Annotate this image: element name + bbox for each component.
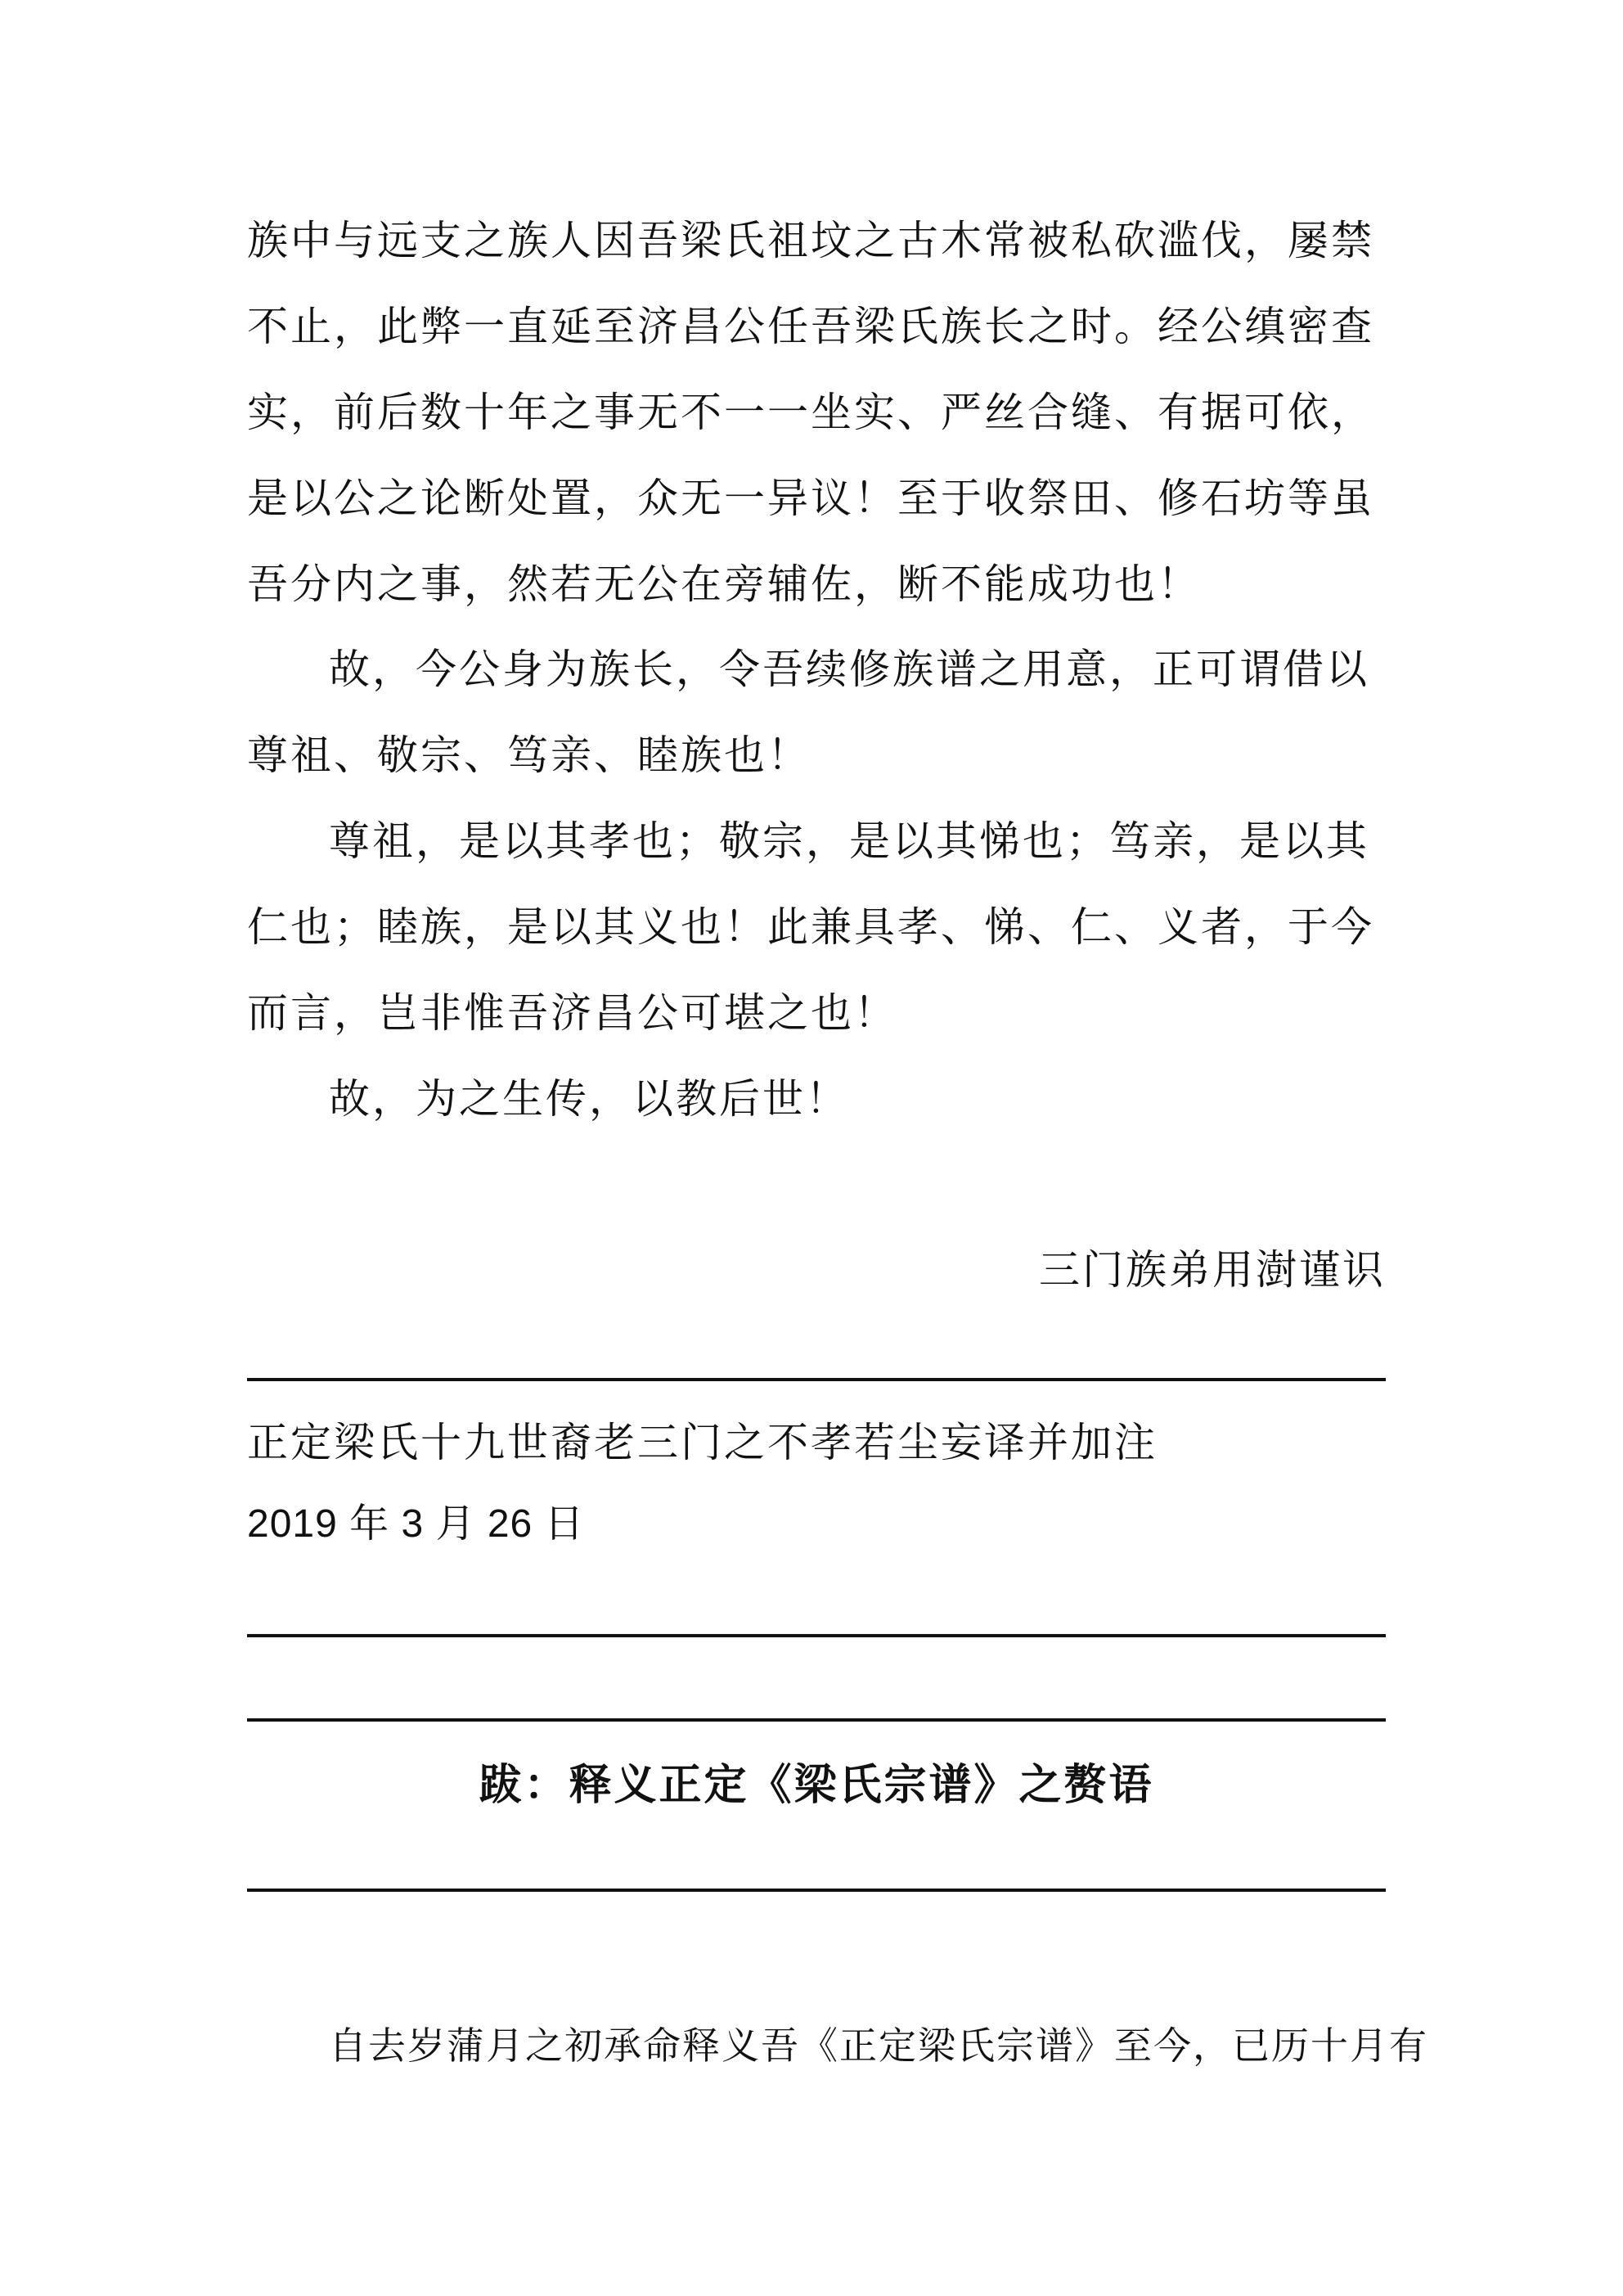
text-line: 自去岁蒲月之初承命释义吾《正定梁氏宗谱》至今，已历十月有 <box>329 2024 1428 2068</box>
text-line: 尊祖、敬宗、笃亲、睦族也！ <box>247 732 811 779</box>
divider-line <box>247 1889 1386 1892</box>
signature-block <box>247 1245 1386 1294</box>
text-line: 吾分内之事，然若无公在旁辅佐，断不能成功也！ <box>247 560 1201 608</box>
divider-line <box>247 1718 1386 1722</box>
text-line: 不止，此弊一直延至济昌公任吾梁氏族长之时。经公缜密查 <box>247 303 1374 350</box>
text-line: 族中与远支之族人因吾梁氏祖坟之古木常被私砍滥伐，屡禁 <box>247 217 1374 264</box>
text-line: 故，为之生传，以教后世！ <box>329 1075 849 1123</box>
text-line: 实，前后数十年之事无不一一坐实、严丝合缝、有据可依， <box>247 389 1374 436</box>
postscript-paragraph <box>247 2021 1428 2070</box>
text-line: 故，今公身为族长，令吾续修族谱之用意，正可谓借以 <box>329 646 1369 693</box>
divider-line <box>247 1378 1386 1381</box>
signature: 三门族弟用澍谨识 <box>1039 1246 1386 1294</box>
text-line: 是以公之论断处置，众无一异议！至于收祭田、修石坊等虽 <box>247 475 1374 522</box>
divider-line <box>247 1634 1386 1637</box>
translation-date: 2019 年 3 月 26 日 <box>247 1502 585 1546</box>
text-line: 而言，岂非惟吾济昌公可堪之也！ <box>247 989 897 1037</box>
text-line: 尊祖，是以其孝也；敬宗，是以其悌也；笃亲，是以其 <box>329 817 1369 865</box>
section-heading: 跋：释义正定《梁氏宗谱》之赘语 <box>479 1760 1154 1810</box>
text-line: 仁也；睦族，是以其义也！此兼具孝、悌、仁、义者，于今 <box>247 903 1374 951</box>
translator-line: 正定梁氏十九世裔老三门之不孝若尘妄译并加注 <box>247 1419 1158 1466</box>
